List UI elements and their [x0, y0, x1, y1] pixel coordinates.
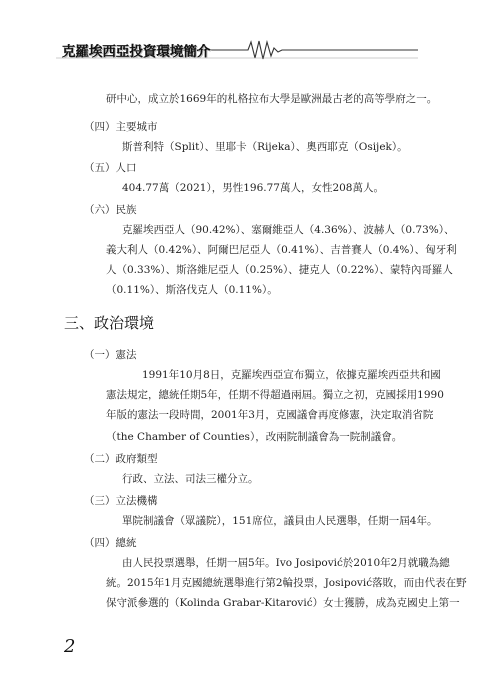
subheading-president: （四）總統: [84, 537, 137, 549]
body-line: 義大利人（0.42%）、阿爾巴尼亞人（0.41%）、吉普賽人（0.4%）、匈牙利: [106, 244, 457, 256]
body-line: （the Chamber of Counties），改兩院制議會為一院制議會。: [106, 431, 403, 443]
subheading-legislature: （三）立法機構: [84, 495, 158, 507]
subheading-major-cities: （四）主要城市: [84, 121, 158, 133]
subheading-government-type: （二）政府類型: [84, 453, 158, 465]
body-line: 人（0.33%）、斯洛維尼亞人（0.25%）、捷克人（0.22%）、蒙特內哥羅人: [106, 264, 453, 276]
section-heading-political-environment: 三、政治環境: [64, 314, 155, 332]
body-line: （0.11%）、斯洛伐克人（0.11%）。: [106, 284, 278, 296]
subheading-ethnicity: （六）民族: [84, 204, 137, 216]
body-line: 斯普利特（Split）、里耶卡（Rijeka）、奧西耶克（Osijek）。: [122, 141, 408, 153]
page-number: 2: [64, 636, 76, 657]
body-line: 單院制議會（眾議院），151席位，議員由人民選舉，任期一屆4年。: [122, 515, 438, 527]
body-line: 憲法規定，總統任期5年，任期不得超過兩屆。獨立之初，克國採用1990: [106, 389, 444, 401]
body-line: 由人民投票選舉，任期一屆5年。Ivo Josipović於2010年2月就職為總: [122, 557, 450, 569]
body-line: 404.77萬（2021），男性196.77萬人，女性208萬人。: [122, 182, 384, 194]
body-line: 保守派參選的（Kolinda Grabar-Kitarović）女士獲勝，成為克國史上第一: [106, 597, 460, 609]
body-line: 1991年10月8日，克羅埃西亞宣布獨立，依據克羅埃西亞共和國: [142, 369, 441, 381]
header-title: 克羅埃西亞投資環境簡介: [62, 44, 211, 60]
subheading-constitution: （一）憲法: [84, 349, 137, 361]
body-line: 年版的憲法一段時間，2001年3月，克國議會再度修憲，決定取消省院: [106, 409, 434, 421]
running-header: [0, 36, 480, 66]
body-line: 研中心，成立於1669年的札格拉布大學是歐洲最古老的高等學府之一。: [106, 93, 438, 105]
body-line: 克羅埃西亞人（90.42%）、塞爾維亞人（4.36%）、波赫人（0.73%）、: [122, 224, 455, 236]
subheading-population: （五）人口: [84, 162, 137, 174]
body-line: 統。2015年1月克國總統選舉進行第2輪投票，Josipović落敗，而由代表在野: [106, 577, 467, 589]
body-line: 行政、立法、司法三權分立。: [122, 473, 259, 485]
